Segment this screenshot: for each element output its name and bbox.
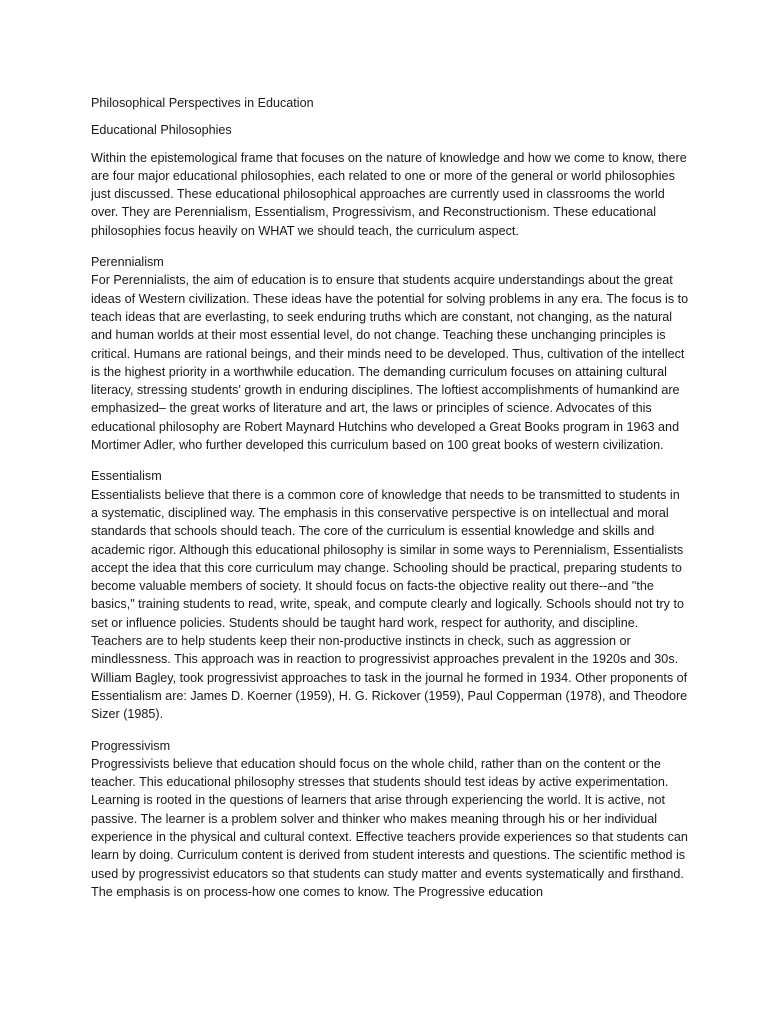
document-title: Philosophical Perspectives in Education bbox=[91, 96, 314, 110]
section-heading-essentialism: Essentialism bbox=[91, 469, 162, 484]
section-body-essentialism: Essentialists believe that there is a common core of knowledge that needs to be transmitted to students in a systematic, disciplined way. The emphasis in this conservative perspective is on intellectual and moral standards that schools should teach. The core of the curriculum is essential knowledge and skills and academic rigor. Although this educational philosophy is similar in some ways to Perennialism, Essentialists accept the idea that this core curriculum may change. Schooling should be practical, preparing students to become valuable members of society. It should focus on facts-the objective reality out there--and "the basics," training students to read, write, speak, and compute clearly and logically. Schools should not try to set or influence policies. Students should be taught hard work, respect for authority, and discipline. Teachers are to help students keep their non-productive instincts in check, such as aggression or mindlessness. This approach was in reaction to progressivist approaches prevalent in the 1920s and 30s. William Bagley, took progressivist approaches to task in the journal he formed in 1934. Other proponents of Essentialism are: James D. Koerner (1959), H. G. Rickover (1959), Paul Copperman (1978), and Theodore Sizer (1985). bbox=[91, 487, 688, 722]
section-heading-progressivism: Progressivism bbox=[91, 738, 171, 753]
section-perennialism bbox=[91, 253, 689, 454]
section-main-heading: Educational Philosophies bbox=[91, 123, 232, 138]
section-progressivism bbox=[91, 737, 689, 902]
intro-paragraph: Within the epistemological frame that focuses on the nature of knowledge and how we come to know, there are four major educational philosophies, each related to one or more of the general or world philosophies just discussed. These educational philosophical approaches are currently used in classrooms the world over. They are Perennialism, Essentialism, Progressivism, and Reconstructionism. These educational philosophies focus heavily on WHAT we should teach, the curriculum aspect. bbox=[91, 150, 687, 238]
section-body-perennialism: For Perennialists, the aim of education is to ensure that students acquire understandings about the great ideas of Western civilization. These ideas have the potential for solving problems in any era. The focus is to teach ideas that are everlasting, to seek enduring truths which are constant, not changing, as the natural and human worlds at their most essential level, do not change. Teaching these unchanging principles is critical. Humans are rational beings, and their minds need to be developed. Thus, cultivation of the intellect is the highest priority in a worthwhile education. The demanding curriculum focuses on attaining cultural literacy, stressing students' growth in enduring disciplines. The loftiest accomplishments of humankind are emphasized– the great works of literature and art, the laws or principles of science. Advocates of this educational philosophy are Robert Maynard Hutchins who developed a Great Books program in 1963 and Mortimer Adler, who further developed this curriculum based on 100 great books of western civilization. bbox=[91, 273, 689, 453]
section-body-progressivism: Progressivists believe that education should focus on the whole child, rather than on the content or the teacher. This educational philosophy stresses that students should test ideas by active experimentation. Learning is rooted in the questions of learners that arise through experiencing the world. It is active, not passive. The learner is a problem solver and thinker who makes meaning through his or her individual experience in the physical and cultural context. Effective teachers provide experiences so that students can learn by doing. Curriculum content is derived from student interests and questions. The scientific method is used by progressivist educators so that students can study matter and events systematically and firsthand. The emphasis is on process-how one comes to know. The Progressive education bbox=[91, 756, 688, 899]
section-heading-perennialism: Perennialism bbox=[91, 255, 164, 270]
document-page bbox=[91, 94, 689, 914]
section-essentialism bbox=[91, 467, 689, 723]
